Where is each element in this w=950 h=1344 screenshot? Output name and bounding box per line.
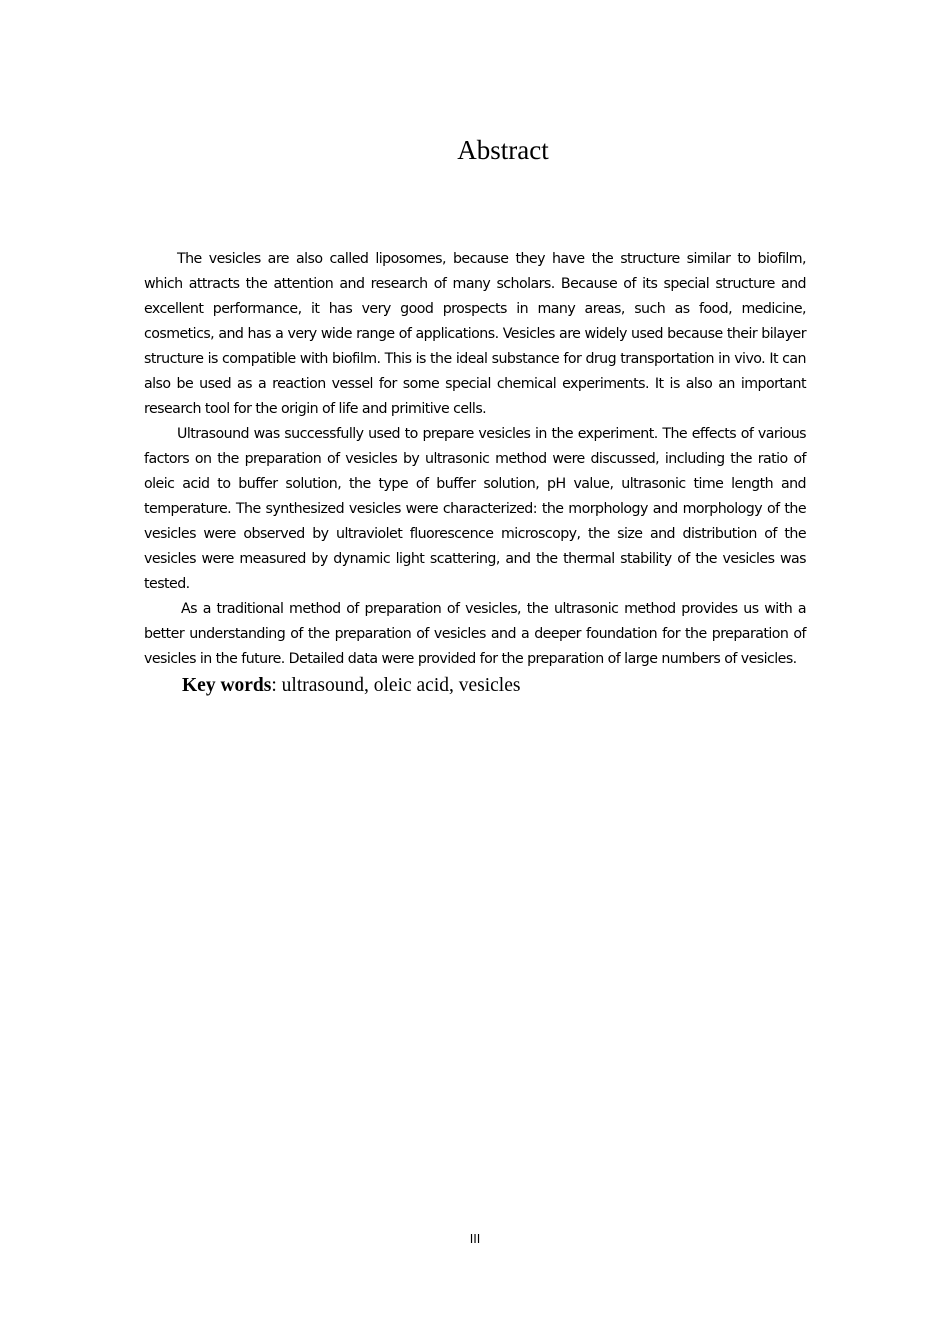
page-title: Abstract (457, 135, 549, 165)
keywords-separator: : (271, 675, 282, 696)
keywords-label: Key words (182, 675, 272, 696)
abstract-paragraph-1: The vesicles are also called liposomes, because they have the structure similar to biofilm, which attracts the attention and research of many scholars. Because of its special structure and excellent performance, it has very good prospects in many areas, such as food, medicine, cosmetics, and has a very wide range of applications. Vesicles are widely used because their bilayer structure is compatible with biofilm. This is the ideal substance for drug transportation in vivo. It can also be used as a reaction vessel for some special chemical experiments. It is also an important research tool for the origin of life and primitive cells. (144, 251, 806, 417)
abstract-body (144, 247, 806, 699)
keywords-line (144, 673, 806, 699)
abstract-paragraph-3: As a traditional method of preparation of vesicles, the ultrasonic method provides us with a better understanding of the preparation of vesicles and a deeper foundation for the preparation of vesicles in the future. Detailed data were provided for the preparation of large numbers of vesicles. (144, 601, 806, 667)
abstract-paragraph-2: Ultrasound was successfully used to prepare vesicles in the experiment. The effects of various factors on the preparation of vesicles by ultrasonic method were discussed, including the ratio of oleic acid to buffer solution, the type of buffer solution, pH value, ultrasonic time length and temperature. The synthesized vesicles were characterized: the morphology and morphology of the vesicles were observed by ultraviolet fluorescence microscopy, the size and distribution of the vesicles were measured by dynamic light scattering, and the thermal stability of the vesicles was tested. (144, 426, 806, 592)
page-number: III (469, 1232, 481, 1246)
keywords-value: ultrasound, oleic acid, vesicles (281, 675, 521, 696)
